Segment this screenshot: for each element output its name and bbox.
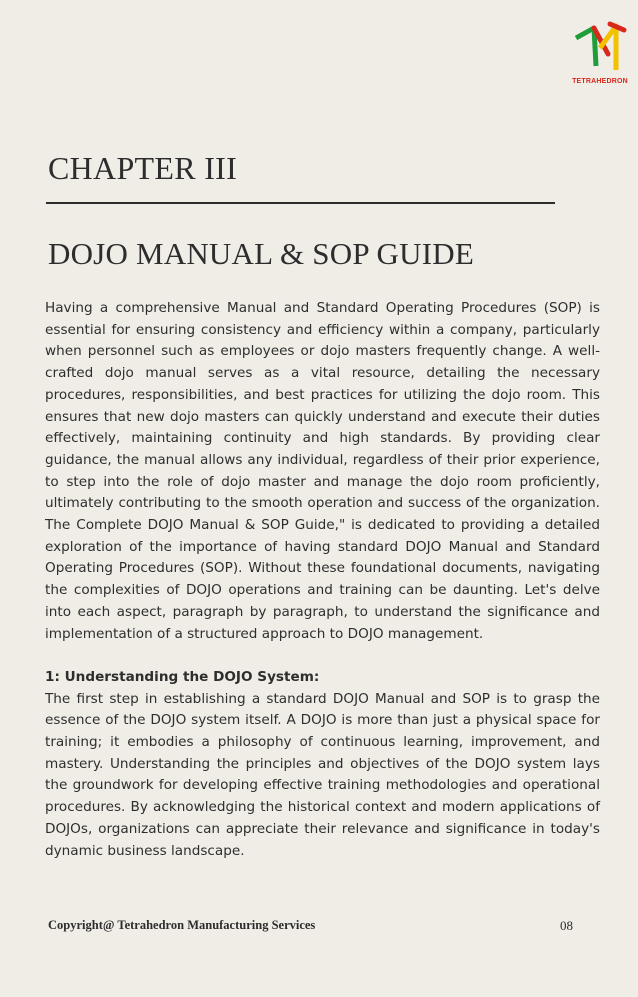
section-paragraph: The first step in establishing a standard DOJO Manual and SOP is to grasp the essence of the DOJO system itself. A DOJO is more than just a physical space for training; it embodies a philosophy of continuous learning, improvement, and mastery. Understanding the principles and objectives of the DOJO system lays the groundwork for developing effective training methodologies and operational procedures. By acknowledging the historical context and modern applications of DOJOs, organizations can appreciate their relevance and significance in today's dynamic business landscape. [45,690,600,859]
intro-paragraph: Having a comprehensive Manual and Standard Operating Procedures (SOP) is essential for ensuring consistency and efficiency within a company, particularly when personnel such as employees or dojo masters frequently change. A well-crafted dojo manual serves as a vital resource, detailing the necessary procedures, responsibilities, and best practices for utilizing the dojo room. This ensures that new dojo masters can quickly understand and execute their duties effectively, maintaining continuity and high standards. By providing clear guidance, the manual allows any individual, regardless of their prior experience, to step into the role of dojo master and manage the dojo room proficiently, ultimately contributing to the smooth operation and success of the organization. The Complete DOJO Manual & SOP Guide," is dedicated to providing a detailed exploration of the importance of having standard DOJO Manual and Standard Operating Procedures (SOP). Without these foundational documents, navigating the complexities of DOJO operations and training can be daunting. Let's delve into each aspect, paragraph by paragraph, to understand the significance and implementation of a structured approach to DOJO management. [45,300,600,642]
logo-text: TETRAHEDRON [572,78,628,85]
footer-copyright: Copyright@ Tetrahedron Manufacturing Services [48,918,316,932]
chapter-label: CHAPTER III [48,150,238,186]
paragraph-spacer [45,645,600,667]
tetrahedron-logo [568,20,632,92]
page-number: 08 [560,918,573,933]
section-heading: 1: Understanding the DOJO System: [45,668,320,685]
page-title: DOJO MANUAL & SOP GUIDE [48,236,474,271]
title-divider [46,202,555,204]
body-text [45,298,600,862]
tetrahedron-logo-icon [570,20,630,76]
